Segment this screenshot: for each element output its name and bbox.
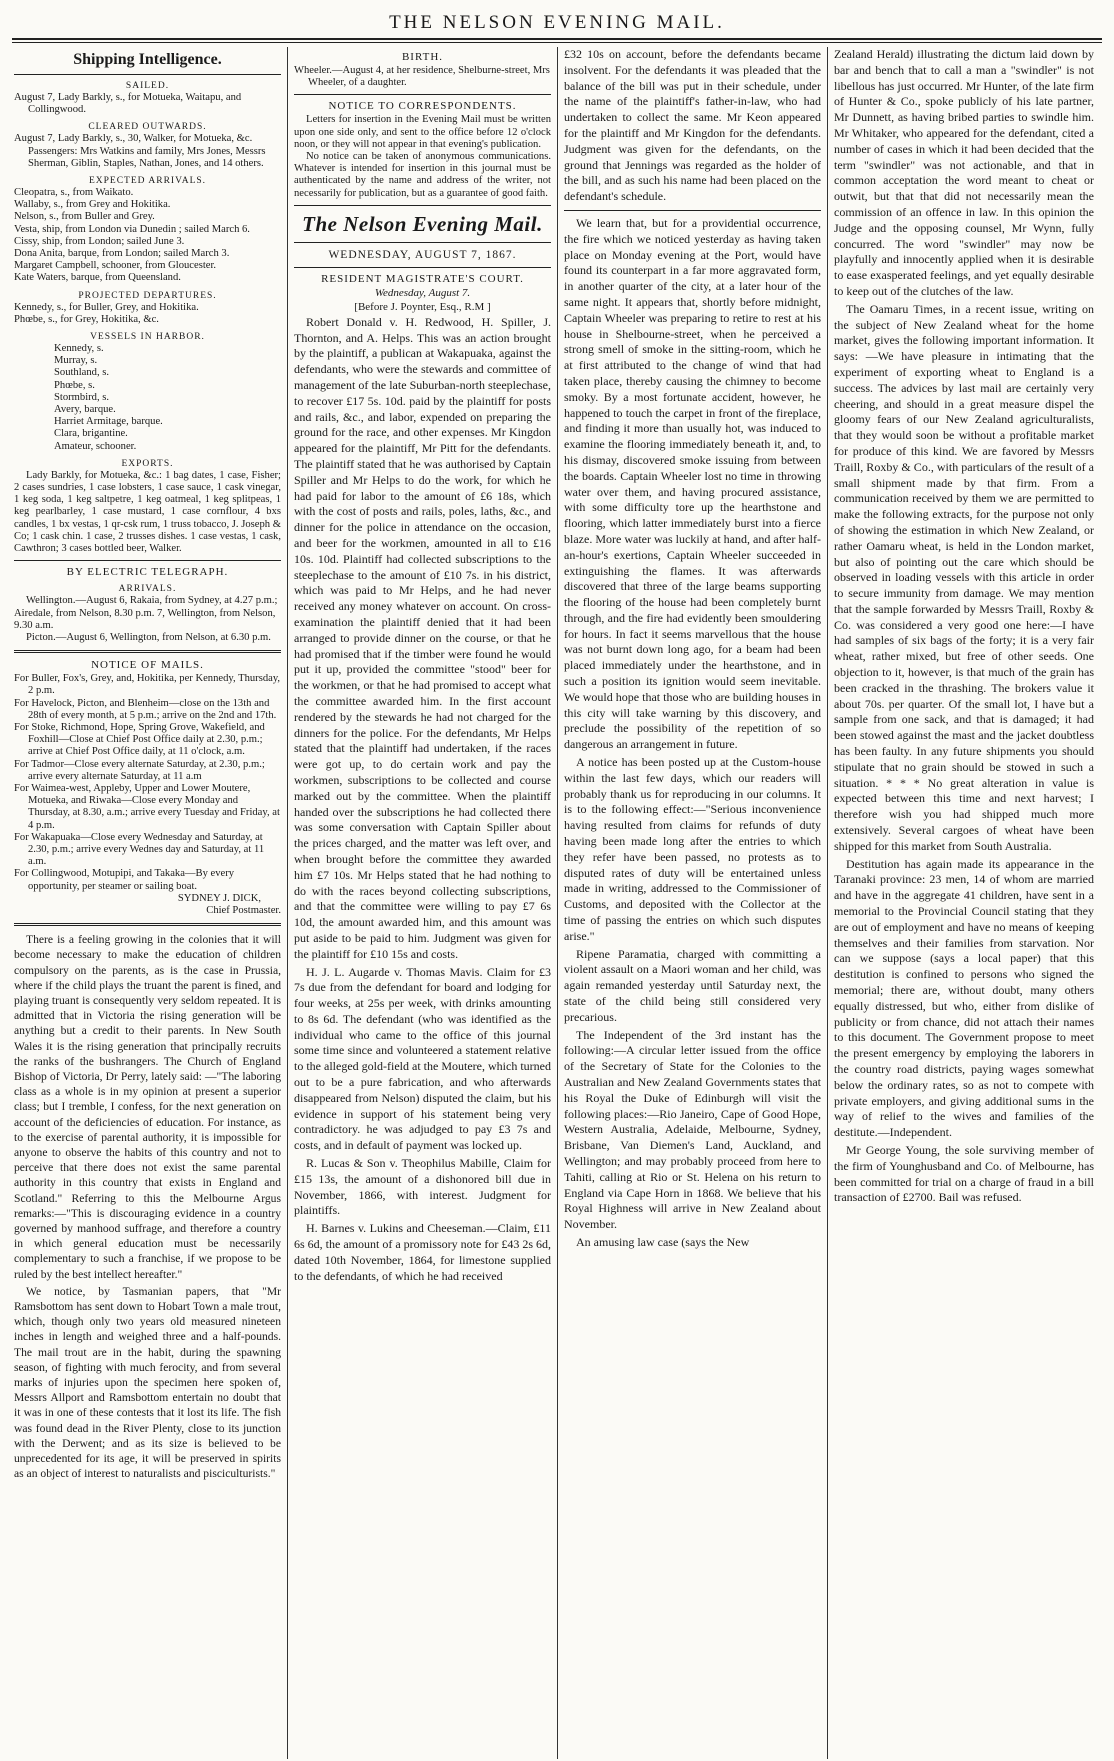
harbor-entry: Clara, brigantine. [54,428,128,440]
column-2 [288,47,558,1759]
expected-entry: Nelson, s., from Buller and Grey. [14,211,155,223]
mail-entry: For Waimea-west, Appleby, Upper and Lower Moutere, Motueka, and Riwaka—Close every Monday and Thursday, at 8.30, a.m.; arrive every Tuesday and Friday, at 4 p.m. [14,782,280,831]
arrival-entry: Picton.—August 6, Wellington, from Nelson, at 6.30 p.m. [26,631,271,643]
article-paragraph: Destitution has again made its appearance in the Taranaki province: 23 men, 14 of whom are married and have in the aggregate 41 children, have sent in a memorial to the Provincial Council stating that they are out of employment and have no means of keeping themselves and their families from starvation. Nor can we suppose (says a local paper) that this destitution is confined to persons who signed the memorial; there are, without doubt, many others equally distressed, but who, either from dislike of publicity or from chance, did not attach their names to this document. The Government propose to meet the present emergency by employing the laborers in the country road districts, paying wages somewhat below the ordinary rates, so as not to compete with private employers, and giving additional sums in the way of relief to the wives and families of the destitute.—Independent. [834,856,1094,1140]
mail-entry: For Buller, Fox's, Grey, and, Hokitika, per Kennedy, Thursday, 2 p.m. [14,673,281,697]
expected-heading: EXPECTED ARRIVALS. [88,176,207,187]
article-paragraph: The Independent of the 3rd instant has the following:—A circular letter issued from the office of the Secretary of State for the Colonies to the Australian and New Zealand Governments states that his Royal the Duke of Edinburgh will visit the following places:—Rio Janeiro, Cape of Good Hope, Western Australia, Adelaide, Melbourne, Sydney, Brisbane, Van Diemen's Land, Auckland, and Wellington; and may probably proceed from here to Tahiti, calling at Rio or St. Helena on his return to England via Cape Horn in 1868. We believe that his Royal Highness will arrive in New Zealand about November. [564,1027,821,1232]
article-paragraph: Mr George Young, the sole surviving member of the firm of Younghusband and Co. of Melbourne, has been committed for trial on a charge of fraud in a bill transaction of £2700. Bail was refused. [834,1142,1094,1205]
divider [294,205,551,206]
court-before: [Before J. Poynter, Esq., R.M ] [354,300,491,313]
article-paragraph: An amusing law case (says the New [576,1234,750,1249]
exports-heading: EXPORTS. [121,458,174,469]
telegraph-title: BY ELECTRIC TELEGRAPH. [66,566,229,579]
notice-heading: NOTICE TO CORRESPONDENTS. [328,100,517,113]
court-heading: RESIDENT MAGISTRATE'S COURT. [321,272,524,285]
postmaster-title: Chief Postmaster. [206,904,281,916]
expected-entry: Cleopatra, s., from Waikato. [14,187,134,199]
article-paragraph: R. Lucas & Son v. Theophilus Mabille, Claim for £15 13s, the amount of a dishonored bill due in November, 1866, with interest. Judgment for plaintiffs. [294,1156,551,1218]
arrival-entry: Wellington.—August 6, Rakaia, from Sydney, at 4.27 p.m.; Airedale, from Nelson, 8.30 p.m. 7, Wellington, from Nelson, 9.30 a.m. [14,595,278,631]
article-paragraph: We learn that, but for a providential occurrence, the fire which we noticed yesterday as having taken place on Monday evening at the Port, would have found its counterpart in a far more aggravated form, in another quarter of the city, at a later hour of the same night. It appears that, shortly before midnight, Captain Wheeler was preparing to retire to rest at his house in Shelbourne-street, when he perceived a strong smell of smoke in the sitting-room, which he at first attributed to the change of wind that had taken place, thereby causing the chimney to become smoky. By a most fortunate accident, however, he happened to touch the carpet in front of the fireplace, and finding it more than usually hot, was induced to examine the flooring immediately beneath it, and, to his dismay, discovered smoke issuing from between the boards. Captain Wheeler lost no time in throwing water over them, and having procured assistance, with some difficulty tore up the hearthstone and flooring, which latter immediately burst into a fierce blaze. More water was luckily at hand, and after half-an-hour's exertions, Captain Wheeler succeeded in extinguishing the flames. It was afterwards discovered that three of the large beams supporting the flooring of the house had been completely burnt through, and the fire had evidently been smouldering for hours. In fact it seems marvellous that the house was not burnt down long ago, for a beam had been placed immediately under the hearthstone, and in such a position its ignition would seem inevitable. We would hope that those who are building houses in this city will take warning by this discovery, and preclude the possibility of the repetition of so dangerous an arrangement in future. [564,215,821,752]
expected-entry: Dona Anita, barque, from London; sailed March 3. [14,248,230,260]
shipping-title: Shipping Intelligence. [73,51,222,68]
divider [294,267,551,268]
postmaster-name: SYDNEY J. DICK, [177,892,261,904]
mail-entry: For Stoke, Richmond, Hope, Spring Grove, Wakefield, and Foxhill—Close at Chief Post Office daily at 2.30, p.m.; arrive at Chief Post Office daily, at 11 o'clock, a.m. [14,721,265,758]
harbor-entry: Southland, s. [54,367,110,379]
masthead-rule [12,38,1102,43]
mail-entry: For Tadmor—Close every alternate Saturday, at 2.30, p.m.; arrive every alternate Saturday, at 11 a.m [14,758,265,782]
divider [14,923,281,926]
projected-entry: Kennedy, s., for Buller, Grey, and Hokitika. [14,301,199,313]
article-paragraph: H. Barnes v. Lukins and Cheeseman.—Claim, £11 6s 6d, the amount of a promissory note for £43 2s 6d, dated 10th November, 1864, for limestone supplied to the defendants, of which he had received [294,1221,551,1283]
harbor-entry: Phœbe, s. [54,379,95,391]
divider [294,94,551,95]
projected-heading: PROJECTED DEPARTURES. [78,290,217,301]
expected-entry: Kate Waters, barque, from Queensland. [14,272,181,284]
mail-entry: For Wakapuaka—Close every Wednesday and Saturday, at 2.30, p.m.; arrive every Wednes day and Saturday, at 11 a.m. [14,831,265,868]
article-paragraph: We notice, by Tasmanian papers, that "Mr Ramsbottom has sent down to Hobart Town a male trout, which, though only two years old measured nineteen inches in length and weighed three and a half-pounds. The mail trout are in the habit, during the spawning season, of fighting with much ferocity, and from several marks of injuries upon the specimen here spoken of, Messrs Allport and Ramsbottom entertain no doubt that it was in one of these contests that it lost its life. The fish was found dead in the River Plenty, close to its junction with the Derwent; and as its size is believed to be unprecedented for its age, it will be preserved in spirits as an object of interest to naturalists and pisciculturists." [14,1284,281,1481]
article-paragraph: The Oamaru Times, in a recent issue, writing on the subject of New Zealand wheat for the home market, gives the following important information. It says: —We have pleasure in intimating that the experiment of exporting wheat to England is a success. The advices by last mail are certainly very cheering, and should in a great measure dispel the gloomy fears of our New Zealand agriculturalists, that they would soon be without a profitable market for produce of this kind. We are favored by Messrs Traill, Roxby & Co., with particulars of the result of a small shipment made by that firm. From a communication received by them we are permitted to make the following extracts, for the purpose not only of showing the estimation in which New Zealand, or rather Oamaru wheat, is held in the London market, but also of pointing out the care which should be observed in loading vessels with this article in order to secure immunity from damage. We may mention that the sample forwarded by Messrs Traill, Roxby & Co. was considered a very good one here:—I have had samples of six bags of the forty; it is a very fair wheat, rather mixed, but free of other seeds. One objection to it, however, is that much of the grain has been cracked in the thrashing. The brokers value it about 70s. per quarter. Of the small lot, I have but a sample from one sack, and that is damaged; it had been stowed against the mast and the jacket doubtless has been faulty. In any future shipments you should stipulate that no grain should be stowed in such a situation. * * * No great alteration in value is expected between this time and next harvest; I therefore wish you had shipped much more extensively. Several cargoes of wheat have been shipped for this market from South Australia. [834,301,1094,853]
harbor-entry: Stormbird, s. [54,391,110,403]
divider [14,560,281,561]
harbor-entry: Harriet Armitage, barque. [54,416,163,428]
harbor-entry: Avery, barque. [54,404,116,416]
harbor-entry: Murray, s. [54,355,98,367]
harbor-heading: VESSELS IN HARBOR. [90,332,205,343]
sailed-entry: August 7, Lady Barkly, s., for Motueka, Waitapu, and Collingwood. [14,92,242,116]
divider [564,210,821,211]
harbor-entry: Kennedy, s. [54,343,104,355]
expected-entry: Vesta, ship, from London via Dunedin ; sailed March 6. [14,223,250,235]
divider [14,74,281,75]
notice-text: Letters for insertion in the Evening Mail must be written upon one side only, and sent to the office before 12 o'clock noon, or they will not appear in that evening's publication. [294,114,551,150]
article-paragraph: Ripene Paramatia, charged with committing a violent assault on a Maori woman and her child, was again remanded yesterday until Saturday next, the state of the child being still considered very precarious. [564,946,821,1024]
article-paragraph: £32 10s on account, before the defendants became insolvent. For the defendants it was pleaded that the balance of the bill was put in their schedule, under the name of the plaintiff's father-in-law, who had undertaken to collect the same. Mr Keon appeared for the plaintiff and Mr Kingdon for the defendants. Judgment was given for the defendants, on the ground that Jennings was regarded as the holder of the bill, and as such his name had been placed on the defendant's schedule. [564,47,821,204]
columns [8,47,1106,1759]
mails-title: NOTICE OF MAILS. [91,659,204,672]
expected-entry: Cissy, ship, from London; sailed June 3. [14,235,185,247]
article-paragraph: H. J. L. Augarde v. Thomas Mavis. Claim for £3 7s due from the defendant for board and lodging for four weeks, at 25s per week, with drinks amounting to 8s 6d. The defendant (who was identified as the individual who came to the office of this journal some time since and volunteered a statement relative to the alleged gold-field at the Moutere, which turned out to be a pure fabrication, and who afterwards disappeared from Nelson) disputed the claim, but his evidence in support of his statement being very contradictory. he was adjudged to pay £3 7s and costs, and in default of payment was locked up. [294,964,551,1153]
harbor-entry: Amateur, schooner. [54,440,137,452]
expected-entry: Wallaby, s., from Grey and Hokitika. [14,199,171,211]
mail-entry: For Havelock, Picton, and Blenheim—close on the 13th and 28th of every month, at 5 p.m.; arrive on the 2nd and 17th. [14,697,277,721]
court-date: Wednesday, August 7. [374,286,471,299]
article-paragraph: Zealand Herald) illustrating the dictum laid down by bar and bench that to call a man a "swindler" is not libellous has just occurred. Mr Hunter, of the late firm of Hunter & Co., spoke publicly of his late partner, Mr Dunnett, as having bribed parties to swindle him. Mr Whitaker, who appeared for the defendant, cited a number of cases in which it had been decided that the term "swindler" was not actionable, and that in common acceptation the word meant to cheat or outwit, but that that did not necessarily mean the commission of an offence in law. In this opinion the Judge and the opposing counsel, Mr Wynn, fully concurred. The word "swindler" may now be playfully and innocently applied when it is desirable to ease exasperated feelings, and yet equally desirable to keep out of the clutches of the law. [834,47,1094,298]
exports-text: Lady Barkly, for Motueka, &c.: 1 bag dates, 1 case, Fisher; 2 cases sundries, 1 case lobsters, 1 case sauce, 1 cask vinegar, 1 keg soda, 1 keg saltpetre, 1 keg oatmeal, 1 keg splitpeas, 1 keg pearlbarley, 1 case mustard, 1 case cornflour, 4 bxs candles, 1 bx vestas, 1 qr-csk rum, 1 truss tobacco, J. Joseph & Co; 1 cask chin. 1 case, 2 trusses dishes. 1 case vestas, 1 cask, Cawthron; 3 cases bottled beer, Walker. [14,469,281,555]
article-paragraph: A notice has been posted up at the Custom-house within the last few days, which our readers will probably thank us for reproducing in our columns. It is to the following effect:—"Serious inconvenience having resulted from claims for refunds of duty having been made long after the entries to which they refer have been passed, no protests as to disputed rates of duty will be entertained unless made in writing, addressed to the Commissioner of Customs, and deposited with the Collector at the time of passing the entries on which such disputes arise." [564,755,821,943]
article-paragraph: Robert Donald v. H. Redwood, H. Spiller, J. Thornton, and A. Helps. This was an action brought by the plaintiff, a publican at Wakapuaka, against the defendants, who were the stewards and committee of management of the late Suburban-north steeplechase, to recover £17 5s. 10d. paid by the plaintiff for posts and rails, &c., and labor, expended on preparing the ground for the race, and other expenses. Mr Kingdon appeared for the plaintiff, Mr Pitt for the defendants. The plaintiff stated that he was authorised by Captain Spiller and Mr Helps to do the work, for which he had paid for labor to the amount of £6 18s, which with the cost of posts and rails, poles, laths, &c., and dinner for the police in attendance on the occasion, and beer for the workmen, amounted in all to £16 10s. 10d. Plaintiff had collected subscriptions to the steeplechase to the amount of £10 7s. in his district, which was paid to Mr Helps, and he had never received any money whatever on account. On cross-examination the plaintiff denied that it had been arranged to provide dinner on the course, or that he had promised that if the timber were found he would put it up, provided the committee "stood" beer for the workmen, or that he had promised to accept what the committee awarded him. In the first account rendered by the stewards he had not charged for the dinners for the police. For the defendants, Mr Helps stated that the plaintiff had undertaken, if the races were got up, to do certain work and pay the workmen, subscriptions to be collected and course marked out by the committee. When the plaintiff handed over the subscriptions he had collected there was some conversation with Captain Spiller about the prices charged, and the matter was left over, and when brought before the committee they awarded him £7 10s. Mr Helps stated that he had nothing to do with the races beyond collecting subscriptions, and that the committee were willing to pay £7 6s 10d, the amount awarded him, and this amount was put aside to be paid to him. Judgment was given for the plaintiff for £10 15s and costs. [294,314,551,961]
issue-date: WEDNESDAY, AUGUST 7, 1867. [328,248,517,261]
cleared-entry: August 7, Lady Barkly, s., 30, Walker, for Motueka, &c. Passengers: Mrs Watkins and family, Mrs Jones, Messrs Sherman, Giblin, Staples, Nathan, Jones, and 14 others. [14,133,266,169]
cleared-heading: CLEARED OUTWARDS. [88,122,207,133]
birth-notice: Wheeler.—August 4, at her residence, Shelburne-street, Mrs Wheeler, of a daughter. [294,65,550,89]
column-3 [558,47,828,1759]
paper-title: The Nelson Evening Mail. [302,211,543,236]
article-paragraph: There is a feeling growing in the colonies that it will become necessary to make the education of children compulsory on the parents, as is the case in Prussia, where if the child plays the truant the parent is fined, and playing truant is consequently very seldom repeated. It is admitted that in Victoria the rising generation will be anything but a credit to their parents. In New South Wales it is the rising generation that principally recruits the ranks of the bushrangers. The Church of England Bishop of Victoria, Dr Perry, lately said: —"The laboring class as a whole is in my opinion at present a superior class; but I tremble, I confess, for the next generation on account of the deficiencies of education. For instance, as to the exercise of parental authority, it is impossible for anyone to observe the habits of this country and not to perceive that there does not exist the same parental authority in this country that exists in England and Scotland." Referring to this the Melbourne Argus remarks:—"This is discouraging evidence in a country governed by manhood suffrage, and therefore a country in which general education must be necessarily complementary to such a franchise, if we propose to be ruled by the best intellect hereafter." [14,933,281,1281]
column-4 [828,47,1100,1759]
sailed-heading: SAILED. [125,81,170,91]
projected-entry: Phœbe, s., for Grey, Hokitika, &c. [14,313,159,325]
expected-entry: Margaret Campbell, schooner, from Gloucester. [14,260,217,272]
column-1 [8,47,288,1759]
mail-entry: For Collingwood, Motupipi, and Takaka—By every opportunity, per steamer or sailing boat. [14,868,235,892]
arrivals-heading: ARRIVALS. [118,584,177,595]
divider [14,650,281,653]
birth-heading: BIRTH. [401,51,444,63]
divider [294,242,551,243]
notice-text: No notice can be taken of anonymous communications. Whatever is intended for insertion in this journal must be authenticated by the name and address of the writer, not necessarily for publication, but as a guarantee of good faith. [294,151,551,199]
masthead: THE NELSON EVENING MAIL. [389,12,725,33]
